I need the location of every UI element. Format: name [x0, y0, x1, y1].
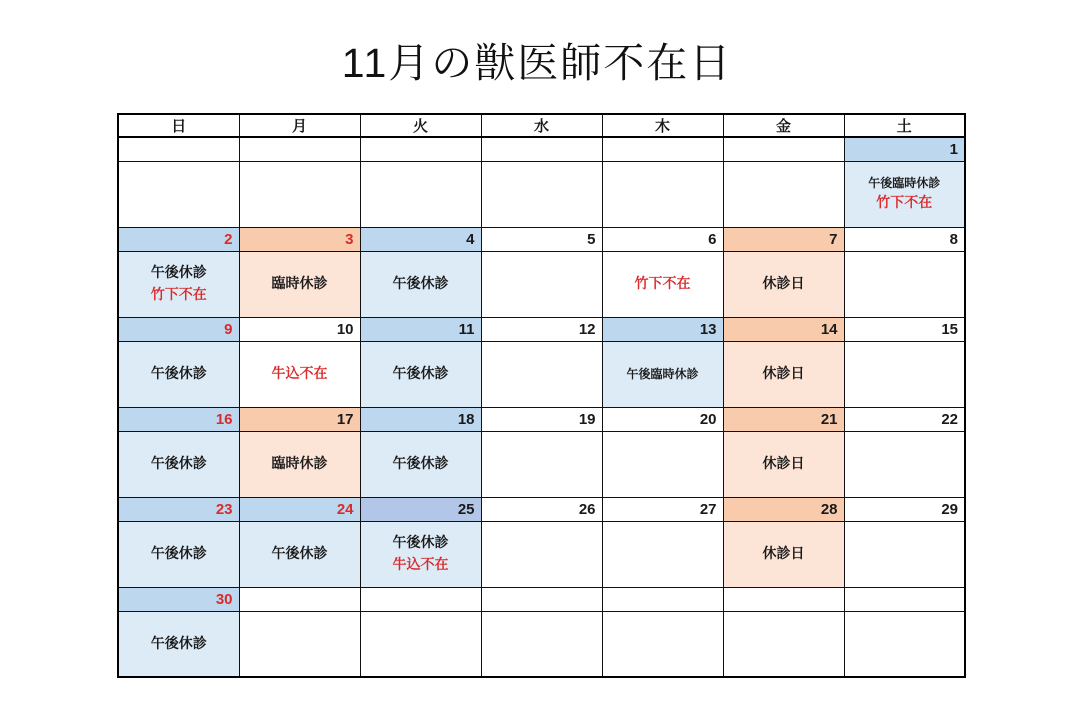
- schedule-note: 休診日: [762, 365, 805, 382]
- day-number-cell: 19: [481, 407, 602, 431]
- day-number-cell: 9: [118, 317, 239, 341]
- day-content-cell: [844, 251, 965, 317]
- schedule-note: 午後休診: [150, 264, 207, 281]
- weekday-header: 木: [602, 114, 723, 137]
- day-number-cell: 18: [360, 407, 481, 431]
- day-content-cell: [360, 251, 481, 317]
- day-content-cell: [723, 251, 844, 317]
- day-content-cell: [723, 341, 844, 407]
- day-number-cell: 20: [602, 407, 723, 431]
- day-number-cell: 13: [602, 317, 723, 341]
- schedule-note: 午後休診: [150, 545, 207, 562]
- calendar-body: [118, 137, 965, 677]
- page-title: 11月の獣医師不在日: [341, 40, 733, 86]
- day-number-cell: 25: [360, 497, 481, 521]
- day-content-cell: [118, 251, 239, 317]
- day-content-cell: [481, 341, 602, 407]
- day-number-cell: 12: [481, 317, 602, 341]
- day-number-cell: [360, 587, 481, 611]
- day-content-cell: [360, 341, 481, 407]
- schedule-note: 午後臨時休診: [868, 175, 941, 190]
- day-number-cell: 16: [118, 407, 239, 431]
- schedule-note: 午後休診: [392, 365, 449, 382]
- schedule-note: 休診日: [762, 455, 805, 472]
- day-number-cell: [602, 137, 723, 161]
- day-content-cell: [481, 431, 602, 497]
- day-content-cell: [481, 521, 602, 587]
- day-number-cell: 10: [239, 317, 360, 341]
- day-content-cell: [360, 611, 481, 677]
- day-content-cell: [481, 251, 602, 317]
- week-2-number-row: [118, 227, 965, 251]
- week-5-content-row: [118, 521, 965, 587]
- weekday-header: 水: [481, 114, 602, 137]
- day-content-cell: [118, 341, 239, 407]
- schedule-note: 午後臨時休診: [626, 366, 699, 381]
- schedule-note: 休診日: [762, 275, 805, 292]
- schedule-note: 午後休診: [150, 365, 207, 382]
- day-content-cell: [844, 161, 965, 227]
- day-content-cell: [844, 611, 965, 677]
- day-content-cell: [239, 251, 360, 317]
- day-number-cell: 29: [844, 497, 965, 521]
- day-content-cell: [723, 161, 844, 227]
- day-content-cell: [360, 161, 481, 227]
- week-3-number-row: [118, 317, 965, 341]
- schedule-note: 竹下不在: [876, 194, 933, 211]
- day-number-cell: 14: [723, 317, 844, 341]
- day-content-cell: [360, 431, 481, 497]
- schedule-note: 牛込不在: [392, 556, 449, 572]
- day-content-cell: [239, 521, 360, 587]
- day-content-cell: [360, 521, 481, 587]
- day-content-cell: [239, 341, 360, 407]
- day-number-cell: 8: [844, 227, 965, 251]
- schedule-note: 午後休診: [392, 534, 449, 551]
- week-1-content-row: [118, 161, 965, 227]
- day-number-cell: 30: [118, 587, 239, 611]
- day-number-cell: [239, 587, 360, 611]
- day-number-cell: 6: [602, 227, 723, 251]
- schedule-note: 牛込不在: [271, 365, 328, 382]
- weekday-header: 月: [239, 114, 360, 137]
- day-number-cell: 22: [844, 407, 965, 431]
- day-number-cell: [481, 137, 602, 161]
- week-2-content-row: [118, 251, 965, 317]
- day-content-cell: [118, 431, 239, 497]
- schedule-note: 休診日: [762, 545, 805, 562]
- day-number-cell: 3: [239, 227, 360, 251]
- weekday-header: 日: [118, 114, 239, 137]
- day-content-cell: [118, 161, 239, 227]
- day-content-cell: [844, 521, 965, 587]
- day-content-cell: [602, 521, 723, 587]
- schedule-note: 午後休診: [150, 455, 207, 472]
- day-content-cell: [481, 161, 602, 227]
- week-4-content-row: [118, 431, 965, 497]
- day-number-cell: [360, 137, 481, 161]
- day-content-cell: [481, 611, 602, 677]
- day-number-cell: [723, 587, 844, 611]
- day-number-cell: 11: [360, 317, 481, 341]
- week-5-number-row: [118, 497, 965, 521]
- schedule-note: 臨時休診: [271, 455, 328, 472]
- day-content-cell: [239, 611, 360, 677]
- schedule-note: 午後休診: [271, 545, 328, 562]
- day-content-cell: [118, 611, 239, 677]
- day-content-cell: [723, 431, 844, 497]
- day-number-cell: 1: [844, 137, 965, 161]
- day-number-cell: 15: [844, 317, 965, 341]
- schedule-note: 臨時休診: [271, 275, 328, 292]
- schedule-note: 竹下不在: [150, 286, 207, 302]
- weekday-header: 土: [844, 114, 965, 137]
- day-content-cell: [239, 431, 360, 497]
- week-6-number-row: [118, 587, 965, 611]
- day-number-cell: 2: [118, 227, 239, 251]
- day-content-cell: [239, 161, 360, 227]
- day-number-cell: 21: [723, 407, 844, 431]
- schedule-note: 午後休診: [392, 275, 449, 292]
- day-content-cell: [844, 431, 965, 497]
- day-content-cell: [602, 251, 723, 317]
- day-number-cell: 26: [481, 497, 602, 521]
- day-content-cell: [118, 521, 239, 587]
- day-number-cell: 27: [602, 497, 723, 521]
- day-number-cell: 4: [360, 227, 481, 251]
- schedule-note: 午後休診: [392, 455, 449, 472]
- day-number-cell: [239, 137, 360, 161]
- day-number-cell: [723, 137, 844, 161]
- day-content-cell: [844, 341, 965, 407]
- schedule-note: 竹下不在: [634, 275, 691, 292]
- day-number-cell: 7: [723, 227, 844, 251]
- day-number-cell: 24: [239, 497, 360, 521]
- week-4-number-row: [118, 407, 965, 431]
- day-number-cell: [118, 137, 239, 161]
- day-content-cell: [602, 611, 723, 677]
- weekday-header-row: [118, 114, 965, 137]
- day-number-cell: 17: [239, 407, 360, 431]
- day-number-cell: 5: [481, 227, 602, 251]
- absence-calendar: [117, 113, 966, 678]
- week-1-number-row: [118, 137, 965, 161]
- day-content-cell: [723, 611, 844, 677]
- day-content-cell: [602, 431, 723, 497]
- weekday-header: 火: [360, 114, 481, 137]
- day-number-cell: [602, 587, 723, 611]
- week-6-content-row: [118, 611, 965, 677]
- day-number-cell: 23: [118, 497, 239, 521]
- schedule-note: 午後休診: [150, 634, 207, 651]
- day-number-cell: [481, 587, 602, 611]
- day-content-cell: [602, 341, 723, 407]
- day-content-cell: [723, 521, 844, 587]
- day-number-cell: [844, 587, 965, 611]
- weekday-header: 金: [723, 114, 844, 137]
- day-number-cell: 28: [723, 497, 844, 521]
- day-content-cell: [602, 161, 723, 227]
- week-3-content-row: [118, 341, 965, 407]
